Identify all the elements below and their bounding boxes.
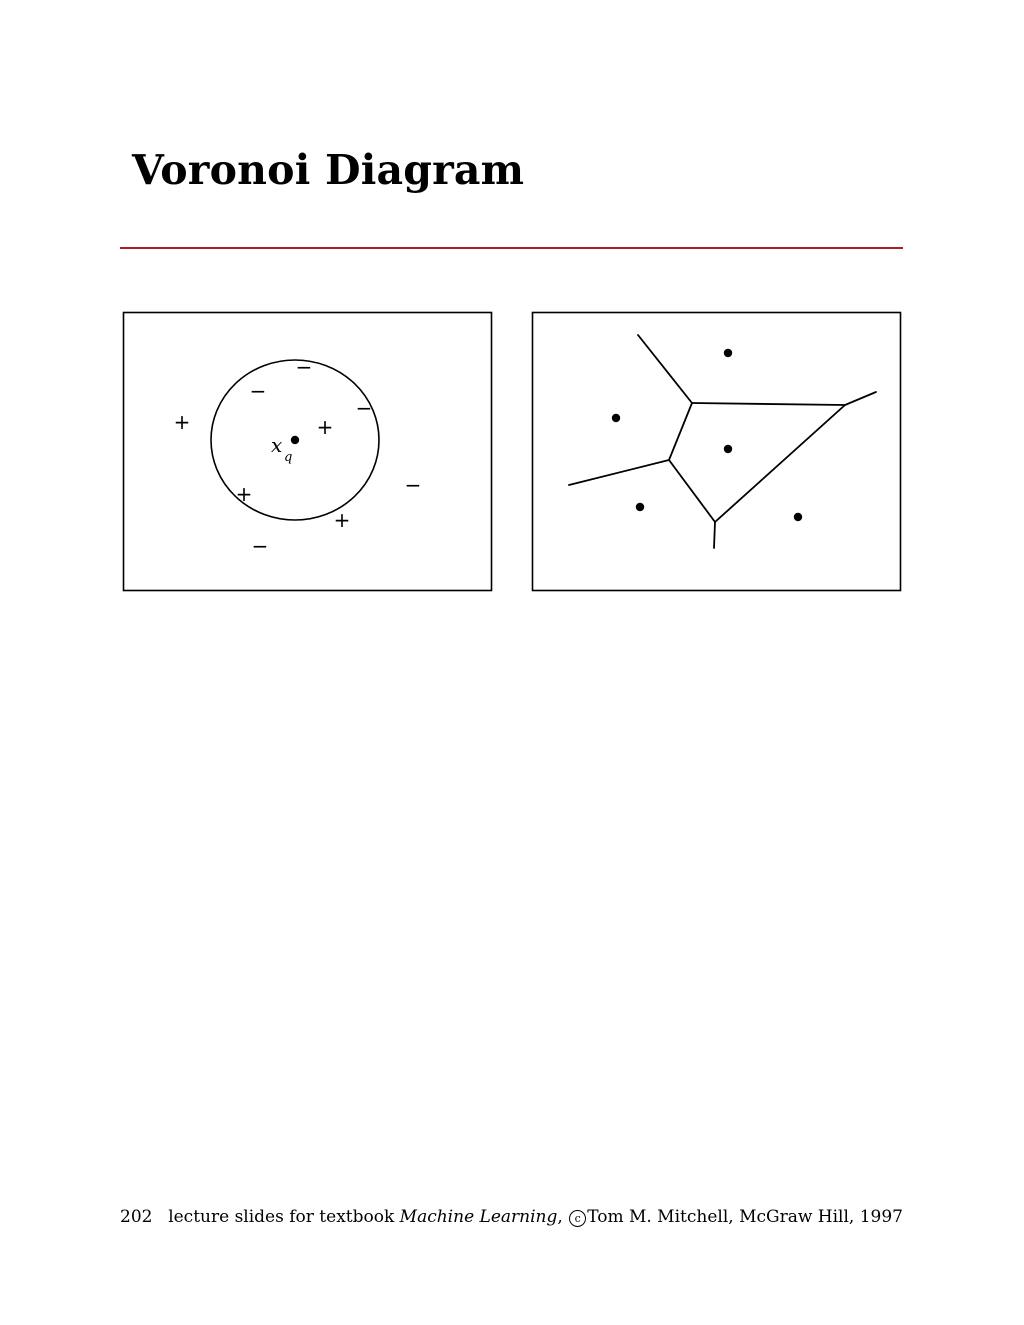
negative-example: − bbox=[249, 379, 267, 403]
negative-example: − bbox=[295, 355, 313, 379]
footer-credit-suffix: Tom M. Mitchell, McGraw Hill, 1997 bbox=[587, 1207, 903, 1227]
voronoi-edge bbox=[714, 522, 715, 548]
negative-example: − bbox=[355, 396, 373, 420]
voronoi-edge bbox=[669, 460, 715, 522]
positive-example: + bbox=[173, 410, 191, 434]
voronoi-site bbox=[724, 445, 732, 453]
voronoi-edge bbox=[638, 335, 692, 403]
voronoi-site bbox=[794, 513, 802, 521]
knn-panel bbox=[124, 313, 492, 591]
query-point bbox=[291, 436, 299, 444]
copyright-icon: c bbox=[569, 1210, 586, 1227]
footer-credit-prefix: lecture slides for textbook bbox=[168, 1207, 400, 1227]
voronoi-panel-frame bbox=[533, 313, 901, 591]
query-point-subscript: q bbox=[284, 450, 293, 465]
voronoi-edge bbox=[569, 460, 669, 485]
voronoi-edge bbox=[845, 392, 876, 405]
footer-separator: , bbox=[557, 1207, 569, 1227]
positive-example: + bbox=[316, 415, 334, 439]
voronoi-figure bbox=[0, 0, 1024, 620]
voronoi-site bbox=[724, 349, 732, 357]
footer-credit bbox=[168, 1207, 903, 1227]
voronoi-site bbox=[636, 503, 644, 511]
voronoi-panel bbox=[533, 313, 901, 591]
positive-example: + bbox=[235, 482, 253, 506]
positive-example: + bbox=[333, 508, 351, 532]
page-number: 202 bbox=[120, 1207, 153, 1227]
page-title: Voronoi Diagram bbox=[132, 146, 525, 194]
negative-example: − bbox=[251, 534, 269, 558]
voronoi-edge bbox=[692, 403, 845, 405]
voronoi-edge bbox=[669, 403, 692, 460]
query-point-label: x bbox=[271, 433, 283, 457]
footer-book-title: Machine Learning bbox=[399, 1207, 558, 1227]
negative-example: − bbox=[404, 473, 422, 497]
voronoi-site bbox=[612, 414, 620, 422]
voronoi-edge bbox=[715, 405, 845, 522]
